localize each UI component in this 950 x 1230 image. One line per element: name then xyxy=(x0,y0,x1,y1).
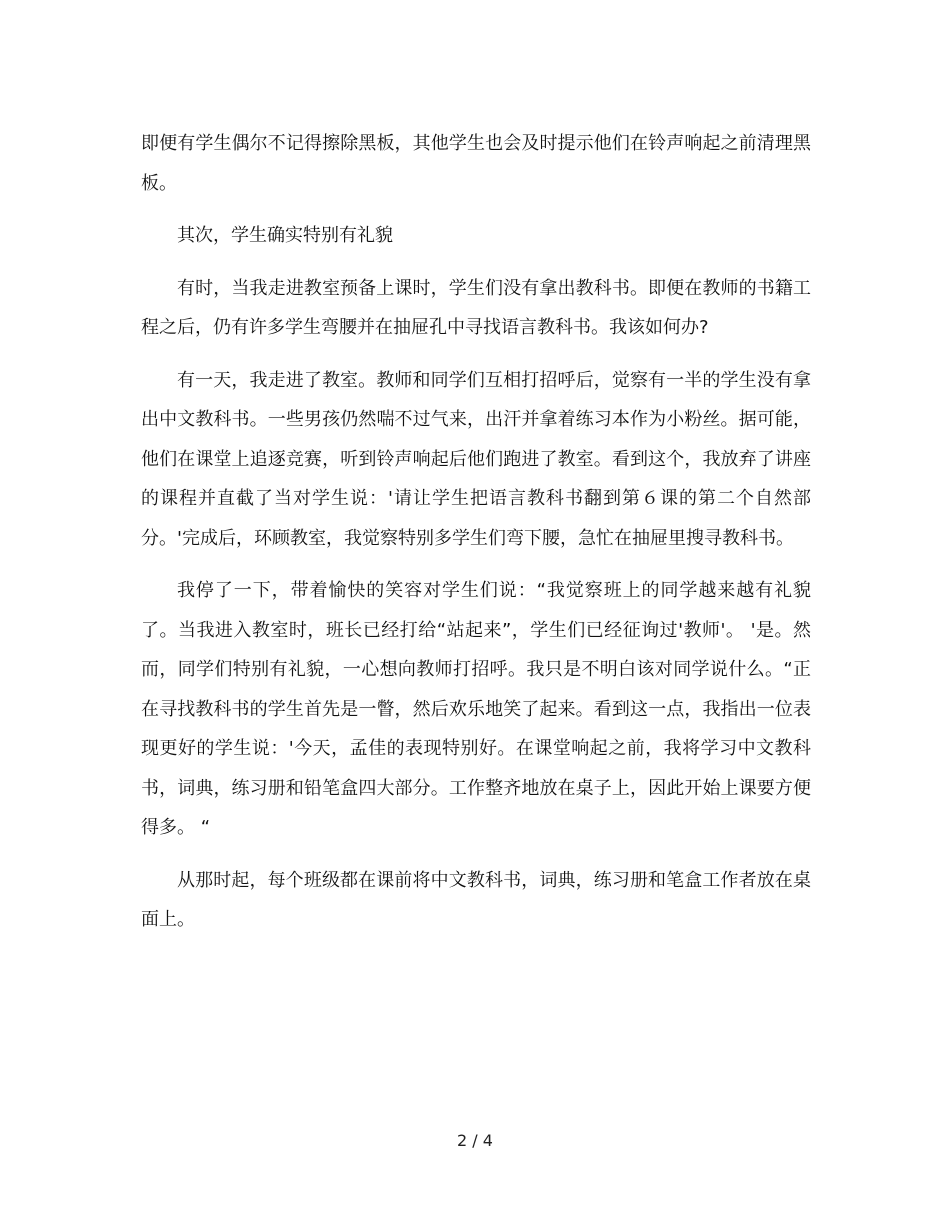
paragraph-3: 有时，当我走进教室预备上课时，学生们没有拿出教科书。即便在教师的书籍工程之后，仍有许多学生弯腰并在抽屉孔中寻找语言教科书。我该如何办? xyxy=(141,277,811,338)
paragraph-6: 从那时起，每个班级都在课前将中文教科书，词典，练习册和笔盒工作者放在桌面上。 xyxy=(141,869,811,930)
body-text xyxy=(141,124,811,953)
paragraph-1: 即便有学生偶尔不记得擦除黑板，其他学生也会及时提示他们在铃声响起之前清理黑板。 xyxy=(141,133,811,194)
page-number: 2 / 4 xyxy=(457,1131,493,1150)
paragraph-2-heading: 其次，学生确实特别有礼貌 xyxy=(177,225,393,246)
paragraph-5: 我停了一下，带着愉快的笑容对学生们说：“我觉察班上的同学越来越有礼貌了。当我进入教室时，班长已经打给“站起来”，学生们已经征询过'教师'。 '是。然而，同学们特别有礼貌，一心想向教师打招呼。我只是不明白该对同学说什么。“正在寻找教科书的学生首先是一瞥，然后欢乐地笑了起来。看到这一点，我指出一位表现更好的学生说：'今天，孟佳的表现特别好。在课堂响起之前，我将学习中文教科书，词典，练习册和铅笔盒四大部分。工作整齐地放在桌子上，因此开始上课要方便得多。 “ xyxy=(141,580,811,838)
paragraph-4: 有一天，我走进了教室。教师和同学们互相打招呼后，觉察有一半的学生没有拿出中文教科书。一些男孩仍然喘不过气来，出汗并拿着练习本作为小粉丝。据可能，他们在课堂上追逐竞赛，听到铃声响起后他们跑进了教室。看到这个，我放弃了讲座的课程并直截了当对学生说：'请让学生把语言教科书翻到第６课的第二个自然部分。'完成后，环顾教室，我觉察特别多学生们弯下腰，急忙在抽屉里搜寻教科书。 xyxy=(141,369,811,549)
